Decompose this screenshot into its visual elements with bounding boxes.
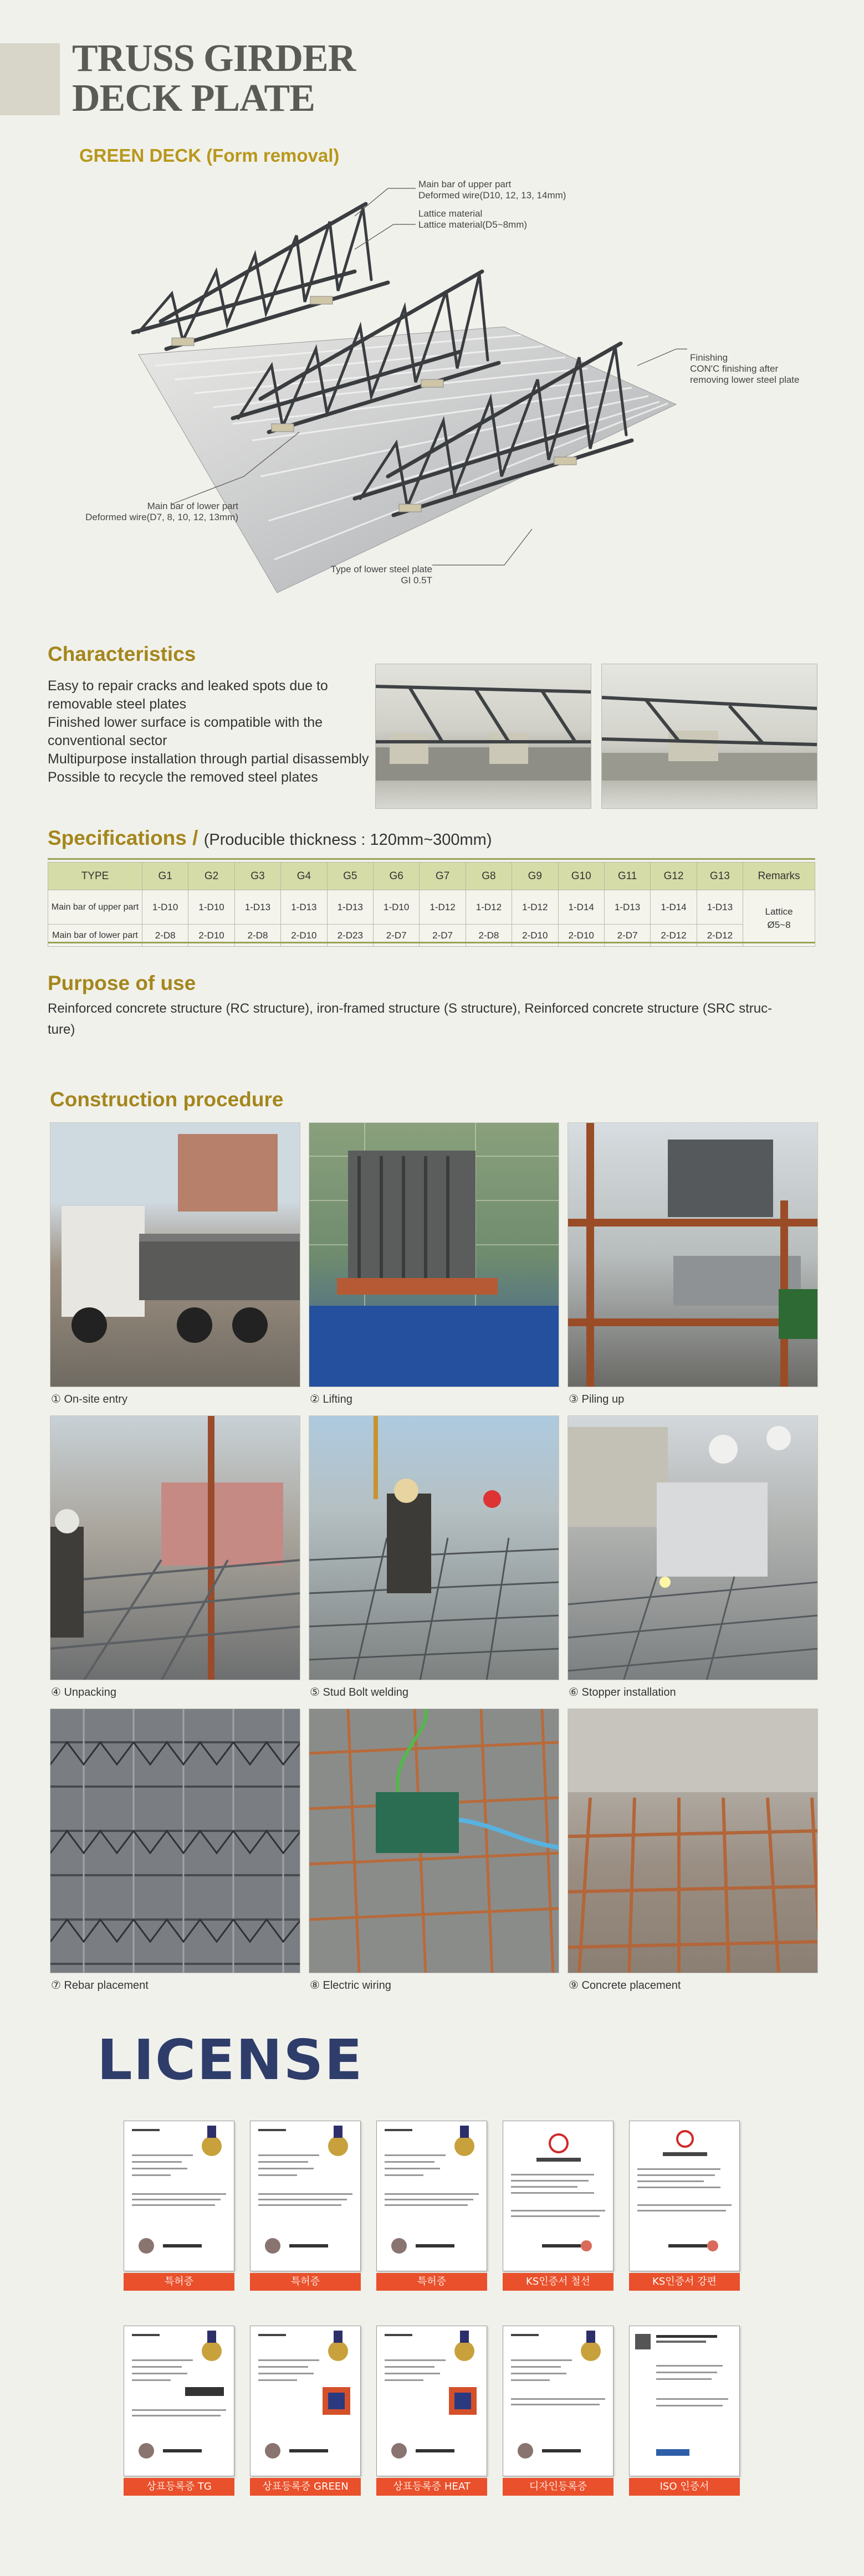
spec-cell: 2-D7	[420, 925, 466, 947]
callout-upper-bar	[418, 179, 566, 201]
spec-cell: 1-D12	[466, 890, 512, 925]
spec-header-cell: G4	[281, 863, 327, 890]
callout-plate	[266, 564, 432, 586]
callout-plate-line2: GI 0.5T	[401, 575, 432, 586]
spec-header-cell: G10	[558, 863, 604, 890]
callout-finishing-line2: CON'C finishing after	[690, 363, 779, 374]
spec-cell: 1-D13	[697, 890, 743, 925]
spec-remarks-line1: Lattice	[765, 906, 793, 917]
characteristics-line: Possible to recycle the removed steel plates	[48, 769, 318, 785]
spec-header-cell: G8	[466, 863, 512, 890]
certificate-ks-wire	[503, 2121, 614, 2271]
header-accent-bar	[0, 43, 60, 115]
callout-lower-bar-line1: Main bar of lower part	[147, 501, 238, 511]
spec-header-cell: G3	[234, 863, 280, 890]
step-photo-piling-up	[568, 1122, 818, 1387]
callout-lattice	[418, 208, 527, 230]
step-photo-concrete-placement	[568, 1708, 818, 1973]
characteristics-photo-2	[601, 664, 817, 809]
spec-cell: 1-D10	[142, 890, 188, 925]
spec-header-cell: G12	[651, 863, 697, 890]
callout-lattice-line1: Lattice material	[418, 208, 483, 219]
characteristics-line: Easy to repair cracks and leaked spots due to	[48, 678, 328, 694]
spec-cell: 2-D8	[234, 925, 280, 947]
spec-cell: 2-D23	[327, 925, 373, 947]
spec-header-cell: G13	[697, 863, 743, 890]
spec-cell: 1-D14	[651, 890, 697, 925]
callout-finishing-line3: removing lower steel plate	[690, 374, 800, 385]
spec-table-top-rule	[48, 858, 815, 860]
certificate-label: ISO 인증서	[629, 2478, 740, 2496]
spec-header-cell: G11	[604, 863, 650, 890]
certificate-patent-2	[250, 2121, 361, 2271]
step-photo-stopper-installation	[568, 1415, 818, 1680]
product-subtitle: GREEN DECK (Form removal)	[79, 145, 340, 166]
spec-header-cell: G7	[420, 863, 466, 890]
callout-lattice-line2: Lattice material(D5~8mm)	[418, 219, 528, 230]
spec-cell: 1-D13	[327, 890, 373, 925]
certificate-trademark-heat	[376, 2326, 487, 2476]
certificate-design	[503, 2326, 614, 2476]
callout-upper-bar-line1: Main bar of upper part	[418, 179, 512, 189]
purpose-line2: ture)	[48, 1022, 75, 1037]
certificate-iso	[629, 2326, 740, 2476]
spec-cell: 2-D12	[651, 925, 697, 947]
certificate-label: 상표등록증 HEAT	[376, 2478, 487, 2496]
certificate-trademark-tg	[124, 2326, 234, 2476]
step-caption: ⑨ Concrete placement	[569, 1979, 681, 1992]
spec-table	[48, 862, 815, 947]
certificate-patent-1	[124, 2121, 234, 2271]
spec-row-label: Main bar of upper part	[48, 890, 142, 925]
page-title	[72, 39, 355, 119]
step-photo-on-site-entry	[50, 1122, 300, 1387]
purpose-line1: Reinforced concrete structure (RC structure), iron-framed structure (S structure), Reinforced concrete structure (SRC struc-	[48, 1001, 773, 1016]
page-title-line1: TRUSS GIRDER	[72, 37, 356, 80]
spec-table-bottom-rule	[48, 942, 815, 943]
step-caption: ⑧ Electric wiring	[310, 1979, 391, 1992]
certificate-label: 디자인등록증	[503, 2478, 614, 2496]
step-caption: ① On-site entry	[51, 1393, 127, 1405]
specifications-heading	[48, 827, 492, 850]
license-heading: LICENSE	[97, 2028, 364, 2092]
spec-table-row	[48, 890, 815, 925]
spec-cell: 1-D12	[512, 890, 558, 925]
step-photo-rebar-placement	[50, 1708, 300, 1973]
certificate-label: 특허증	[124, 2273, 234, 2291]
callout-finishing-line1: Finishing	[690, 352, 728, 363]
step-photo-stud-bolt-welding	[309, 1415, 559, 1680]
spec-cell: 1-D13	[234, 890, 280, 925]
certificate-trademark-green	[250, 2326, 361, 2476]
spec-cell: 2-D7	[604, 925, 650, 947]
characteristics-line: removable steel plates	[48, 696, 187, 712]
step-caption: ⑥ Stopper installation	[569, 1686, 676, 1698]
spec-cell: 2-D8	[142, 925, 188, 947]
spec-cell: 2-D8	[466, 925, 512, 947]
spec-cell: 2-D10	[281, 925, 327, 947]
spec-header-cell: Remarks	[743, 863, 815, 890]
certificate-ks-billet	[629, 2121, 740, 2271]
spec-cell: 2-D10	[188, 925, 234, 947]
spec-cell: 2-D7	[373, 925, 419, 947]
spec-header-cell: G1	[142, 863, 188, 890]
spec-cell: 2-D12	[697, 925, 743, 947]
spec-header-cell: G2	[188, 863, 234, 890]
characteristics-heading: Characteristics	[48, 643, 196, 665]
certificate-label: 특허증	[250, 2273, 361, 2291]
certificate-label: KS인증서 강편	[629, 2273, 740, 2291]
spec-cell: 1-D12	[420, 890, 466, 925]
spec-cell: 1-D13	[604, 890, 650, 925]
step-caption: ③ Piling up	[569, 1393, 625, 1405]
specifications-heading-text: Specifications /	[48, 827, 198, 849]
callout-plate-line1: Type of lower steel plate	[330, 564, 432, 574]
purpose-text	[48, 998, 815, 1040]
page-title-line2: DECK PLATE	[72, 77, 315, 120]
callout-lower-bar	[78, 501, 238, 523]
specifications-note: (Producible thickness : 120mm~300mm)	[203, 831, 492, 849]
step-photo-electric-wiring	[309, 1708, 559, 1973]
spec-cell: 1-D10	[373, 890, 419, 925]
callout-lower-bar-line2: Deformed wire(D7, 8, 10, 12, 13mm)	[85, 512, 238, 522]
characteristics-line: conventional sector	[48, 733, 167, 748]
spec-cell: 2-D10	[512, 925, 558, 947]
spec-cell: 1-D13	[281, 890, 327, 925]
spec-cell: 2-D10	[558, 925, 604, 947]
characteristics-line: Finished lower surface is compatible with the	[48, 715, 323, 730]
spec-header-cell: TYPE	[48, 863, 142, 890]
spec-header-cell: G5	[327, 863, 373, 890]
characteristics-photo-1	[375, 664, 591, 809]
characteristics-line: Multipurpose installation through partial disassembly	[48, 751, 369, 767]
callout-finishing	[690, 352, 799, 386]
step-caption: ⑦ Rebar placement	[51, 1979, 149, 1992]
construction-heading: Construction procedure	[50, 1088, 284, 1111]
callout-upper-bar-line2: Deformed wire(D10, 12, 13, 14mm)	[418, 190, 566, 201]
step-caption: ② Lifting	[310, 1393, 352, 1405]
spec-header-cell: G6	[373, 863, 419, 890]
spec-remarks-cell	[743, 890, 815, 947]
certificate-label: 상표등록증 GREEN	[250, 2478, 361, 2496]
certificate-label: 상표등록증 TG	[124, 2478, 234, 2496]
spec-cell: 1-D14	[558, 890, 604, 925]
step-caption: ④ Unpacking	[51, 1686, 116, 1698]
step-caption: ⑤ Stud Bolt welding	[310, 1686, 409, 1698]
characteristics-list	[48, 677, 380, 787]
certificate-label: KS인증서 철선	[503, 2273, 614, 2291]
step-photo-unpacking	[50, 1415, 300, 1680]
spec-table-header-row	[48, 863, 815, 890]
spec-remarks-line2: Ø5~8	[767, 919, 791, 930]
purpose-heading: Purpose of use	[48, 972, 196, 994]
certificate-label: 특허증	[376, 2273, 487, 2291]
step-photo-lifting	[309, 1122, 559, 1387]
spec-row-label: Main bar of lower part	[48, 925, 142, 947]
spec-header-cell: G9	[512, 863, 558, 890]
spec-cell: 1-D10	[188, 890, 234, 925]
certificate-patent-3	[376, 2121, 487, 2271]
